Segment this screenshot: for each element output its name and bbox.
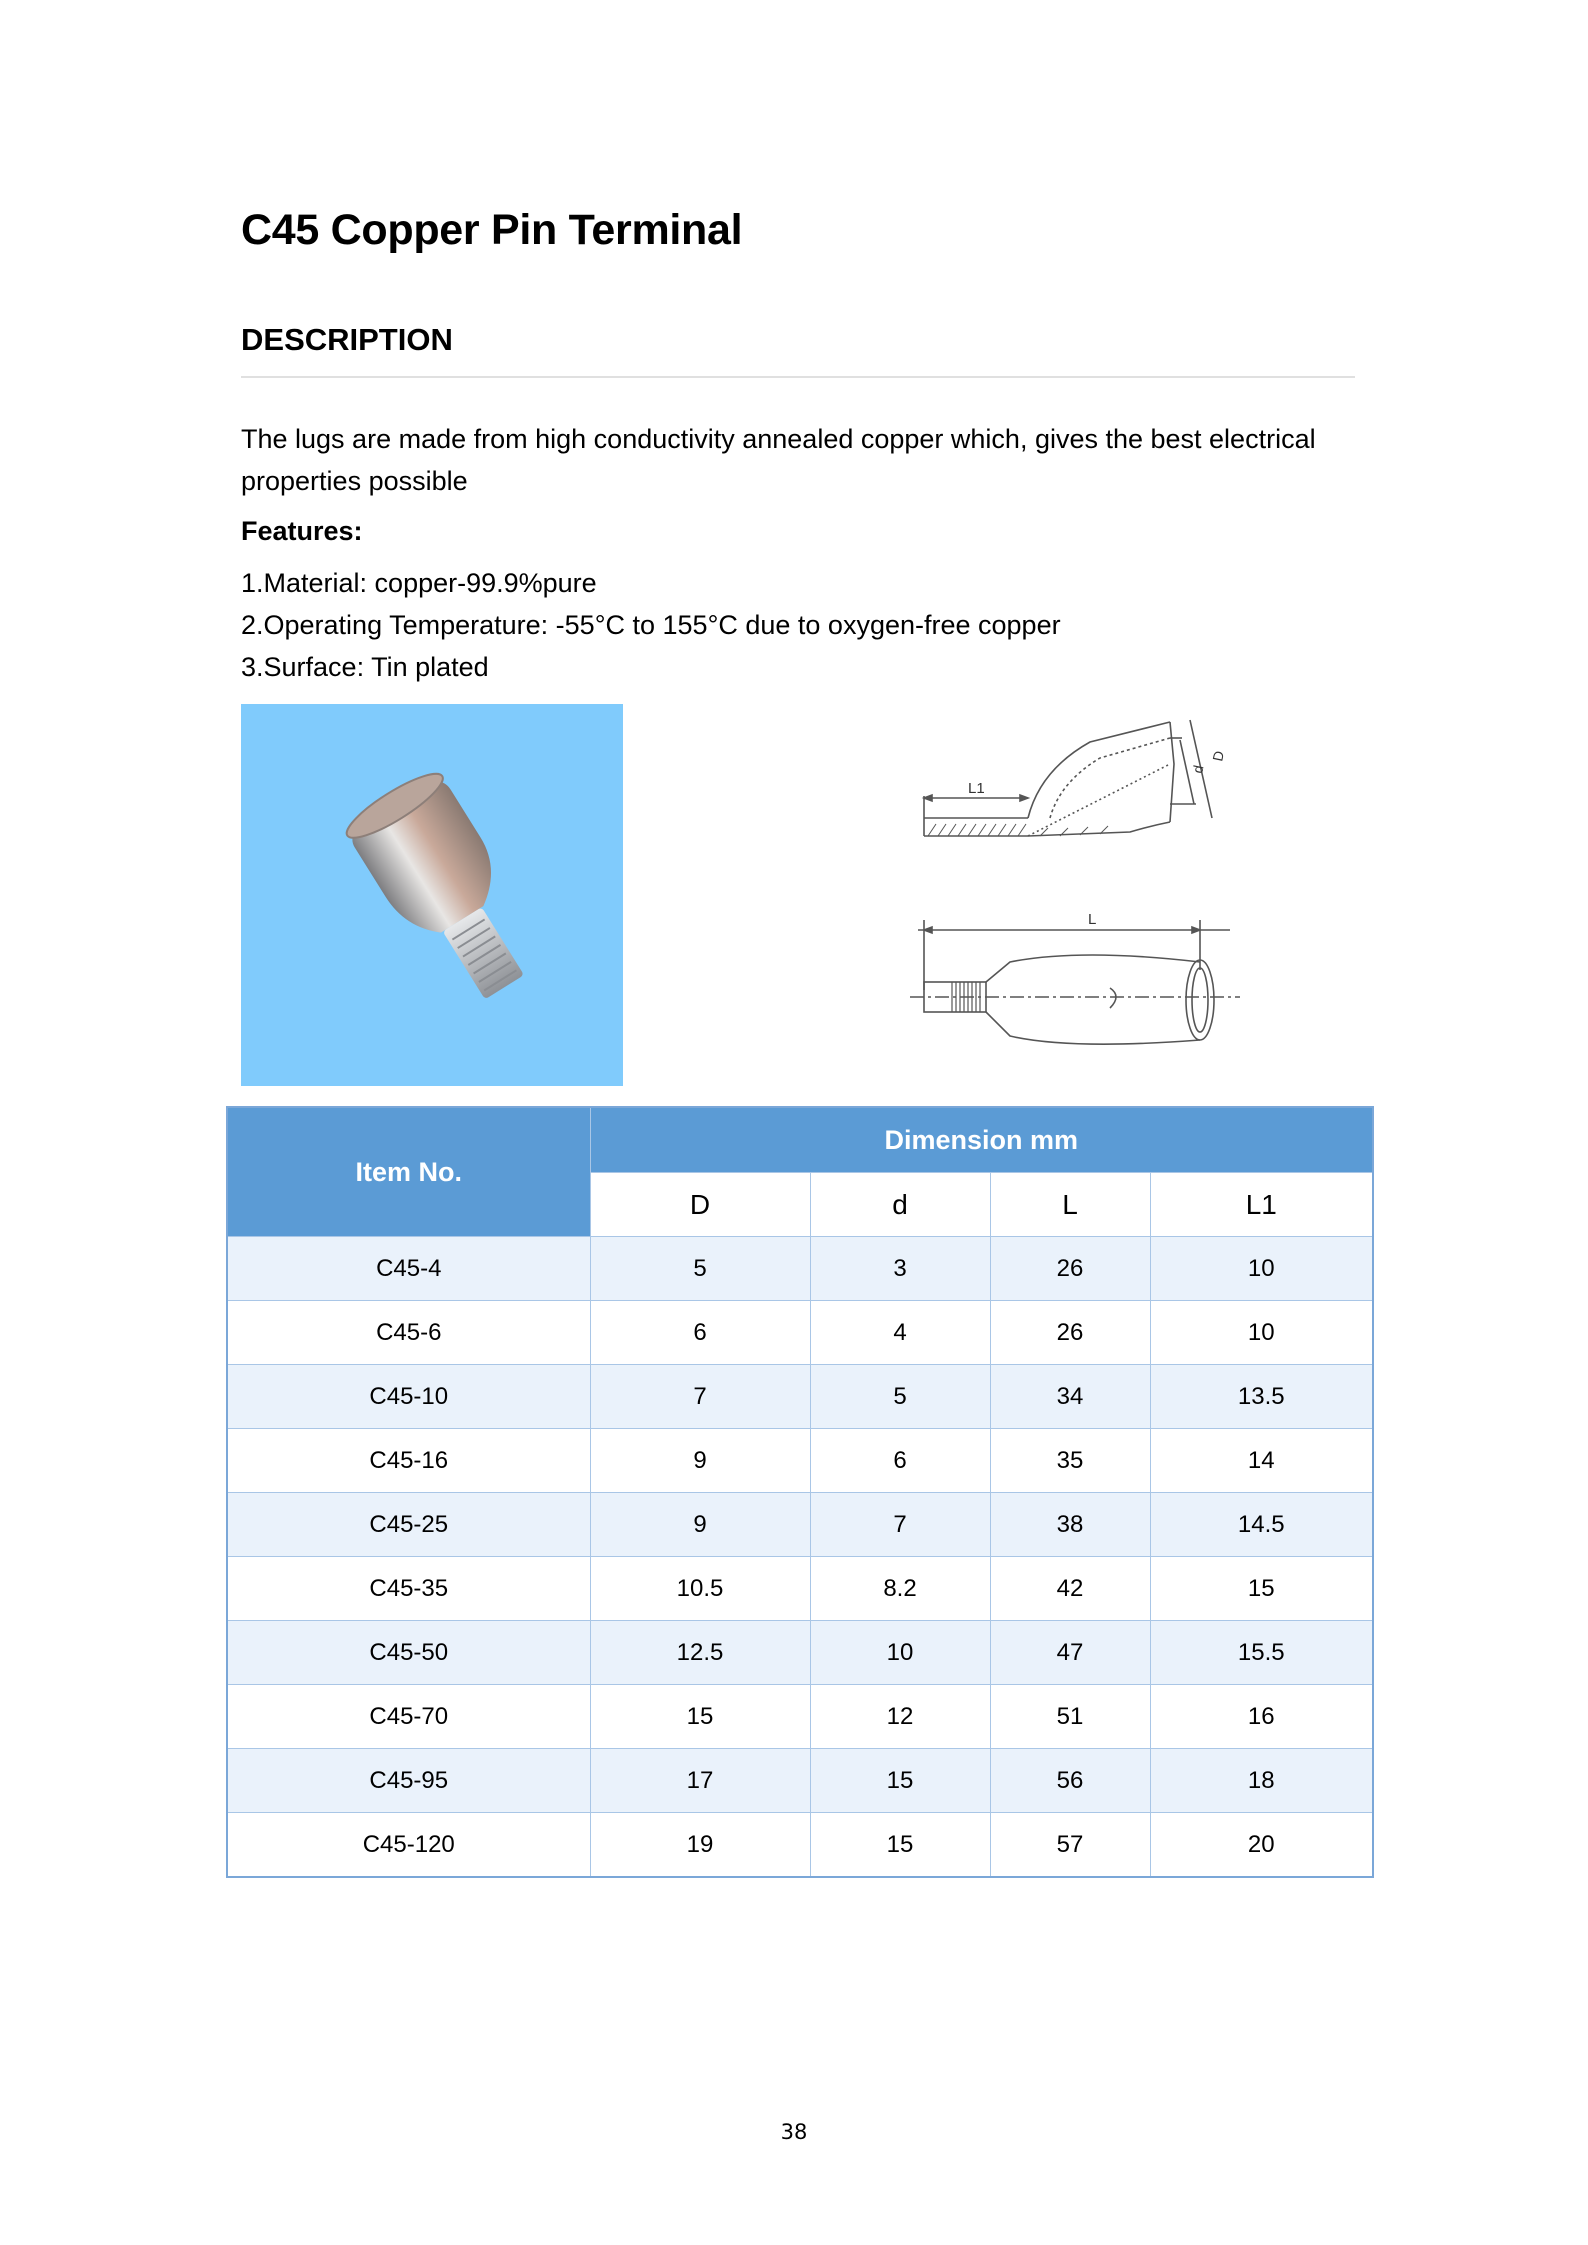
dim-cell: 9 bbox=[590, 1493, 810, 1557]
table-row bbox=[227, 1429, 1373, 1493]
item-no-cell: C45-120 bbox=[227, 1813, 590, 1878]
section-heading: DESCRIPTION bbox=[241, 322, 453, 357]
dim-cell: 38 bbox=[990, 1493, 1150, 1557]
dim-cell: 42 bbox=[990, 1557, 1150, 1621]
feature-item: 3.Surface: Tin plated bbox=[241, 652, 489, 682]
dim-cell: 15 bbox=[810, 1813, 990, 1878]
dimension-table bbox=[226, 1106, 1374, 1878]
item-no-cell: C45-25 bbox=[227, 1493, 590, 1557]
dim-cell: 16 bbox=[1150, 1685, 1373, 1749]
table-row bbox=[227, 1685, 1373, 1749]
dim-cell: 19 bbox=[590, 1813, 810, 1878]
top-view-drawing bbox=[910, 920, 1240, 1044]
product-photo bbox=[241, 704, 623, 1086]
technical-drawing bbox=[900, 700, 1260, 1085]
dim-cell: 15 bbox=[810, 1749, 990, 1813]
dim-cell: 10 bbox=[1150, 1237, 1373, 1301]
column-header-D: D bbox=[590, 1173, 810, 1237]
dim-cell: 35 bbox=[990, 1429, 1150, 1493]
dim-cell: 3 bbox=[810, 1237, 990, 1301]
dim-cell: 47 bbox=[990, 1621, 1150, 1685]
dim-cell: 7 bbox=[810, 1493, 990, 1557]
dim-cell: 5 bbox=[810, 1365, 990, 1429]
table-row bbox=[227, 1301, 1373, 1365]
item-no-cell: C45-10 bbox=[227, 1365, 590, 1429]
dim-cell: 14.5 bbox=[1150, 1493, 1373, 1557]
dim-cell: 10 bbox=[810, 1621, 990, 1685]
dim-cell: 17 bbox=[590, 1749, 810, 1813]
dim-cell: 10 bbox=[1150, 1301, 1373, 1365]
dim-cell: 10.5 bbox=[590, 1557, 810, 1621]
feature-item: 1.Material: copper-99.9%pure bbox=[241, 568, 597, 598]
dim-cell: 6 bbox=[810, 1429, 990, 1493]
item-no-cell: C45-50 bbox=[227, 1621, 590, 1685]
label-l1: L1 bbox=[968, 780, 985, 797]
description-text: The lugs are made from high conductivity annealed copper which, gives the best electrical properties possible bbox=[241, 424, 1316, 496]
section-divider bbox=[241, 376, 1355, 378]
item-no-cell: C45-16 bbox=[227, 1429, 590, 1493]
table-row bbox=[227, 1813, 1373, 1878]
label-l: L bbox=[1088, 911, 1097, 928]
dim-cell: 15 bbox=[1150, 1557, 1373, 1621]
table-row bbox=[227, 1493, 1373, 1557]
dim-cell: 14 bbox=[1150, 1429, 1373, 1493]
label-d-big: D bbox=[1209, 749, 1228, 763]
column-header-L: L bbox=[990, 1173, 1150, 1237]
dim-cell: 12 bbox=[810, 1685, 990, 1749]
dim-cell: 20 bbox=[1150, 1813, 1373, 1878]
dim-cell: 15 bbox=[590, 1685, 810, 1749]
table-row bbox=[227, 1365, 1373, 1429]
dim-cell: 7 bbox=[590, 1365, 810, 1429]
item-no-cell: C45-95 bbox=[227, 1749, 590, 1813]
column-header-d: d bbox=[810, 1173, 990, 1237]
dim-cell: 13.5 bbox=[1150, 1365, 1373, 1429]
side-view-drawing bbox=[924, 720, 1212, 836]
table-row bbox=[227, 1557, 1373, 1621]
dim-cell: 12.5 bbox=[590, 1621, 810, 1685]
dim-cell: 15.5 bbox=[1150, 1621, 1373, 1685]
label-d-small: d bbox=[1189, 763, 1207, 775]
column-header-L1: L1 bbox=[1150, 1173, 1373, 1237]
features-heading: Features: bbox=[241, 516, 363, 546]
item-no-cell: C45-4 bbox=[227, 1237, 590, 1301]
dim-cell: 26 bbox=[990, 1237, 1150, 1301]
item-no-cell: C45-35 bbox=[227, 1557, 590, 1621]
table-row bbox=[227, 1237, 1373, 1301]
page-title: C45 Copper Pin Terminal bbox=[241, 206, 743, 254]
dim-cell: 34 bbox=[990, 1365, 1150, 1429]
feature-item: 2.Operating Temperature: -55°C to 155°C due to oxygen-free copper bbox=[241, 610, 1061, 640]
dim-cell: 51 bbox=[990, 1685, 1150, 1749]
page-number: 38 bbox=[780, 2120, 808, 2144]
item-no-cell: C45-70 bbox=[227, 1685, 590, 1749]
dim-cell: 56 bbox=[990, 1749, 1150, 1813]
dim-cell: 8.2 bbox=[810, 1557, 990, 1621]
item-no-header: Item No. bbox=[227, 1107, 590, 1237]
dim-cell: 26 bbox=[990, 1301, 1150, 1365]
dim-cell: 4 bbox=[810, 1301, 990, 1365]
dimension-header: Dimension mm bbox=[590, 1107, 1373, 1173]
dim-cell: 6 bbox=[590, 1301, 810, 1365]
table-row bbox=[227, 1749, 1373, 1813]
table-row bbox=[227, 1621, 1373, 1685]
dim-cell: 9 bbox=[590, 1429, 810, 1493]
features-list bbox=[241, 562, 1061, 688]
dim-cell: 18 bbox=[1150, 1749, 1373, 1813]
dim-cell: 57 bbox=[990, 1813, 1150, 1878]
dim-cell: 5 bbox=[590, 1237, 810, 1301]
item-no-cell: C45-6 bbox=[227, 1301, 590, 1365]
